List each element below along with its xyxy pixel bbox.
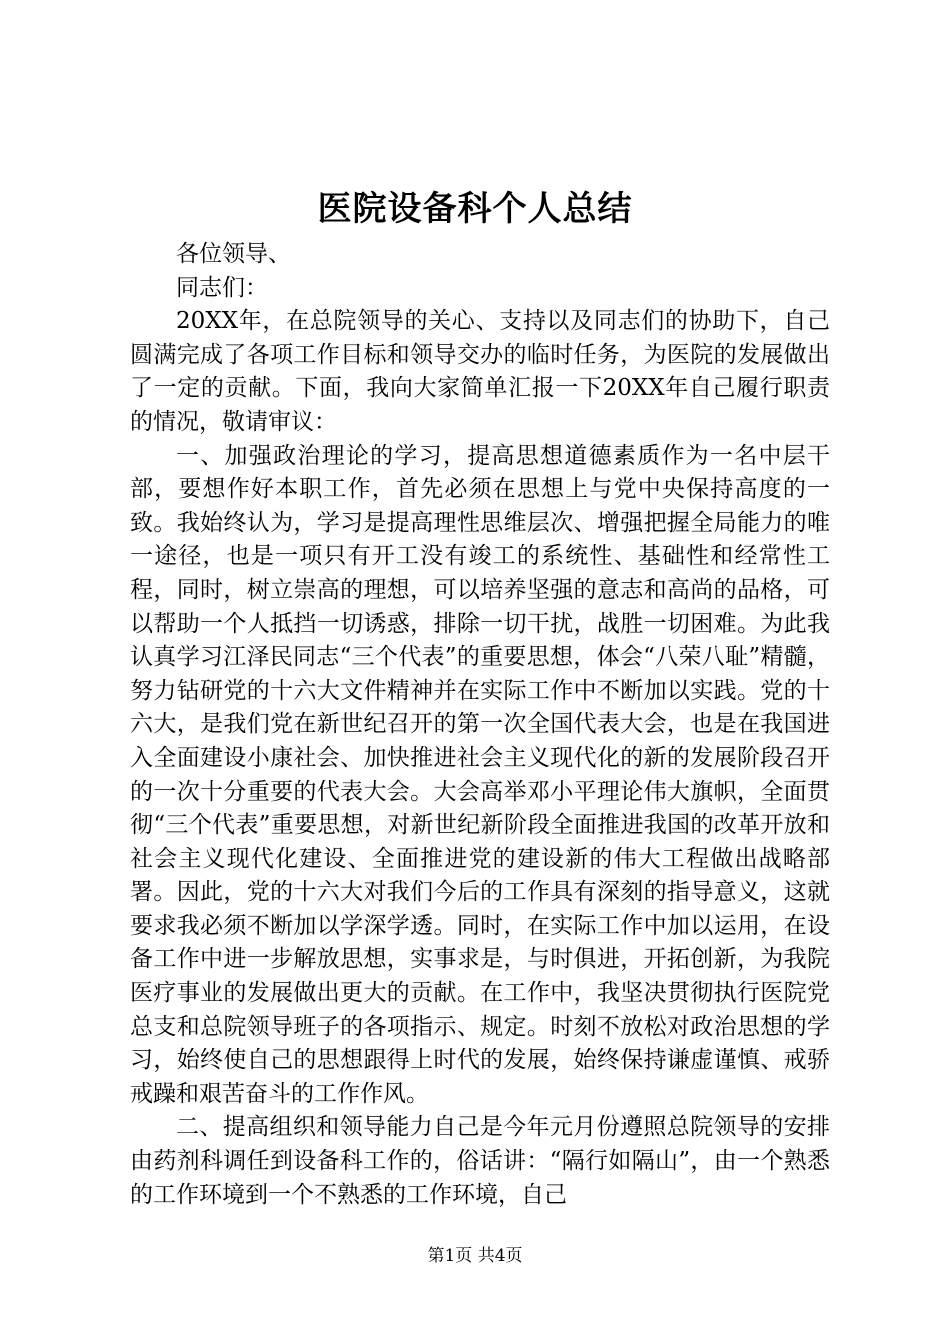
paragraph-political-study: 一、加强政治理论的学习，提高思想道德素质作为一名中层干部，要想作好本职工作，首先必须在思想上与党中央保持高度的一致。我始终认为，学习是提高理性思维层次、增强把握全局能力的唯一途径，也是一项只有开工没有竣工的系统性、基础性和经常性工程，同时，树立崇高的理想，可以培养坚强的意志和高尚的品格，可以帮助一个人抵挡一切诱惑，排除一切干扰，战胜一切困难。为此我认真学习江泽民同志“三个代表”的重要思想，体会“八荣八耻”精髓，努力钻研党的十六大文件精神并在实际工作中不断加以实践。党的十六大，是我们党在新世纪召开的第一次全国代表大会，也是在我国进入全面建设小康社会、加快推进社会主义现代化的新的发展阶段召开的一次十分重要的代表大会。大会高举邓小平理论伟大旗帜，全面贯彻“三个代表”重要思想，对新世纪新阶段全面推进我国的改革开放和社会主义现代化建设、全面推进党的建设新的伟大工程做出战略部署。因此，党的十六大对我们今后的工作具有深刻的指导意义，这就要求我必须不断加以学深学透。同时，在实际工作中加以运用，在设备工作中进一步解放思想，实事求是，与时俱进，开拓创新，为我院医疗事业的发展做出更大的贡献。在工作中，我坚决贯彻执行医院党总支和总院领导班子的各项指示、规定。时刻不放松对政治思想的学习，始终使自己的思想跟得上时代的发展，始终保持谦虚谨慎、戒骄戒躁和艰苦奋斗的工作作风。: [130, 442, 830, 1107]
paragraph-leadership: 二、提高组织和领导能力自己是今年元月份遵照总院领导的安排由药剂科调任到设备科工作的，俗话讲：“隔行如隔山”，由一个熟悉的工作环境到一个不熟悉的工作环境，自己: [130, 1114, 830, 1208]
document-body: [130, 238, 830, 1212]
salutation-line-1: 各位领导、: [176, 241, 291, 267]
page-footer: 第1页 共4页: [427, 1246, 523, 1266]
salutation-line-2: 同志们：: [176, 274, 268, 301]
paragraph-intro: 20XX年，在总院领导的关心、支持以及同志们的协助下，自己圆满完成了各项工作目标和领导交办的临时任务，为医院的发展做出了一定的贡献。下面，我向大家简单汇报一下20XX年自己履行职责的情况，敬请审议：: [130, 308, 830, 435]
document-title: 医院设备科个人总结: [317, 189, 633, 229]
